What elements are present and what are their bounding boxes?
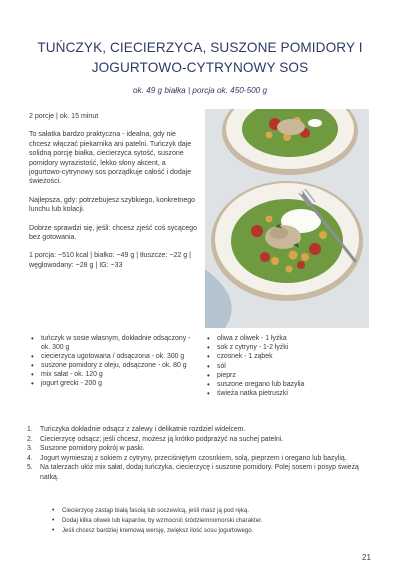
step-text: Suszone pomidory pokrój w paski.	[40, 445, 145, 453]
step-item	[27, 463, 377, 482]
tip-item: • Jeśli chcesz bardziej kremową wersję, zwiększ ilość sosu jogurtowego.	[52, 526, 372, 536]
step-text: Ciecierzycę odsącz; jeśli chcesz, możesz ją krótko podprażyć na suchej patelni.	[40, 435, 284, 443]
ingredient-item: • tuńczyk w sosie własnym, dokładnie odsączony - ok. 300 g	[31, 335, 201, 352]
step-item	[27, 454, 377, 464]
dish-photo	[205, 109, 369, 328]
page-number: 21	[362, 553, 371, 562]
preparation-steps	[27, 425, 377, 483]
ingredients-left	[31, 335, 201, 390]
tip-item: • Dodaj kilka oliwek lub kaparów, by wzmocnić śródziemnomorski charakter.	[52, 516, 372, 526]
step-number: 3.	[27, 445, 33, 453]
ingredient-item: • mix sałat - ok. 120 g	[31, 371, 201, 380]
tips-list	[52, 506, 372, 536]
ingredients-right	[207, 335, 377, 399]
salad-plates-illustration	[205, 109, 369, 328]
step-item	[27, 444, 377, 454]
ingredient-item: • ciecierzyca ugotowana / odsączona - ok. 300 g	[31, 353, 201, 362]
recipe-title-line-2: JOGURTOWO-CYTRYNOWY SOS	[91, 60, 309, 75]
ingredient-item: • jogurt grecki - 200 g	[31, 380, 201, 389]
step-number: 5.	[27, 464, 33, 472]
ingredient-item: • suszone oregano lub bazylia	[207, 381, 377, 390]
ingredient-item: • sól	[207, 363, 377, 372]
step-item	[27, 425, 377, 435]
ingredient-item: • sok z cytryny - 1-2 łyżki	[207, 344, 377, 353]
step-number: 2.	[27, 435, 33, 443]
nutrition-info: 1 porcja: ~510 kcal | białko: ~49 g | tłuszcze: ~22 g | węglowodany: ~28 g | IG: ~33	[29, 252, 191, 269]
tip-item: • Ciecierzycę zastąp białą fasolą lub soczewicą, jeśli masz ją pod ręką.	[52, 506, 372, 516]
recipe-subtitle: ok. 49 g białka | porcja ok. 450-500 g	[132, 86, 268, 95]
works-well-text: Dobrze sprawdzi się, jeśli: chcesz zjeść coś sycącego bez gotowania.	[29, 224, 198, 242]
step-text: Tuńczyka dokładnie odsącz z zalewy i delikatnie rozdziel widelcem.	[40, 426, 246, 433]
servings-time: 2 porcje | ok. 15 minut	[29, 113, 99, 120]
step-text: Jogurt wymieszaj z sokiem z cytryny, przeciśniętym czosnkiem, solą, pieprzem i oregano lub bazylią.	[40, 454, 347, 462]
intro-description: To sałatka bardzo praktyczna - idealna, gdy nie chcesz włączać piekarnika ani patelni. Tuńczyk daje solidną porcję białka, ciecierzyca sytość, suszone pomidory wyrazistość, lekko słony akcent, a jogurtowo-cytrynowy sos porządkuje całość i dodaje świeżości.	[29, 131, 192, 186]
intro-section	[29, 112, 197, 279]
ingredient-item: • oliwa z oliwek - 1 łyżka	[207, 335, 377, 344]
step-number: 4.	[27, 454, 33, 462]
ingredient-item: • czosnek - 1 ząbek	[207, 353, 377, 362]
step-item	[27, 435, 377, 445]
recipe-title	[20, 38, 380, 78]
best-when-text: Najlepsza, gdy: potrzebujesz szybkiego, konkretnego lunchu lub kolacji.	[29, 196, 196, 214]
ingredient-item: • świeża natka pietruszki	[207, 390, 377, 399]
step-text: Na talerzach ułóż mix sałat, dodaj tuńczyka, ciecierzycę i suszone pomidory. Polej sosem i posyp świeżą natką.	[40, 464, 359, 481]
ingredient-item: • pieprz	[207, 372, 377, 381]
ingredient-item: • suszone pomidory z oleju, odsączone - ok. 80 g	[31, 362, 201, 371]
recipe-title-line-1: TUŃCZYK, CIECIERZYCA, SUSZONE POMIDORY I	[37, 40, 363, 55]
step-number: 1.	[27, 426, 33, 433]
